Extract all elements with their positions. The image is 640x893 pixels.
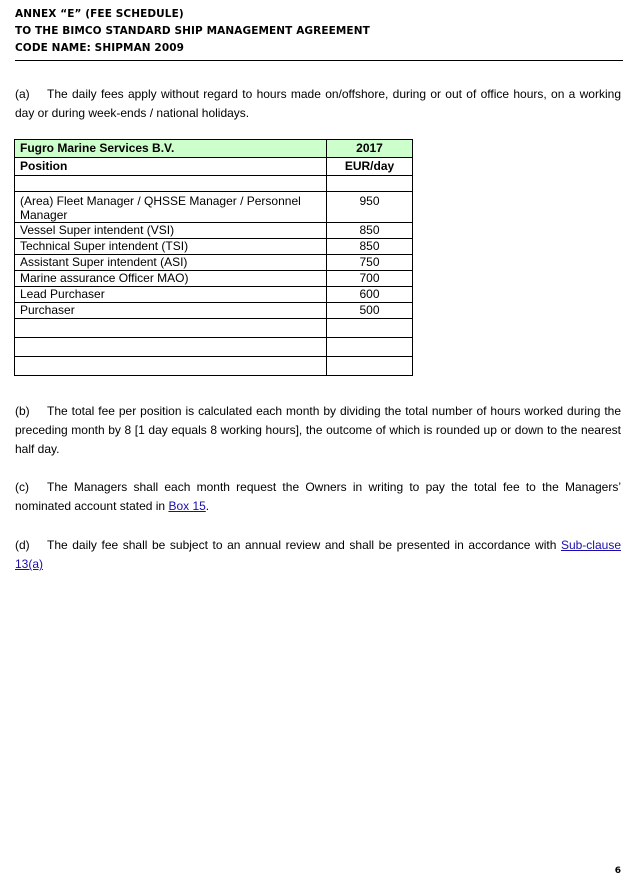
paragraph-c-end: . xyxy=(205,499,210,513)
header-line-3: CODE NAME: SHIPMAN 2009 xyxy=(15,42,185,54)
paragraph-d-text: The daily fee shall be subject to an annual review and shall be presented in accordance with xyxy=(47,538,561,552)
blank-row xyxy=(15,176,413,192)
paragraph-a xyxy=(15,85,621,123)
header-line-2: TO THE BIMCO STANDARD SHIP MANAGEMENT AGREEMENT xyxy=(15,25,370,37)
position-cell: Technical Super intendent (TSI) xyxy=(15,239,327,255)
sub-clause-13a-link[interactable]: Sub-clause 13(a) xyxy=(15,538,621,571)
table-row xyxy=(15,192,413,223)
table-row xyxy=(15,271,413,287)
paragraph-c-label: (c) xyxy=(15,480,29,494)
paragraph-d xyxy=(15,536,621,574)
empty-row xyxy=(15,338,413,357)
table-row xyxy=(15,239,413,255)
empty-row xyxy=(15,319,413,338)
document-header xyxy=(15,6,623,61)
paragraph-c xyxy=(15,478,621,516)
fee-cell: 700 xyxy=(327,271,413,287)
fee-cell: 850 xyxy=(327,223,413,239)
table-row xyxy=(15,287,413,303)
page-number: 6 xyxy=(614,866,621,876)
fee-cell: 500 xyxy=(327,303,413,319)
empty-row xyxy=(15,357,413,376)
unit-column-header: EUR/day xyxy=(327,158,413,176)
fee-cell: 950 xyxy=(327,192,413,223)
fee-cell: 750 xyxy=(327,255,413,271)
position-cell: Assistant Super intendent (ASI) xyxy=(15,255,327,271)
paragraph-a-label: (a) xyxy=(15,87,30,101)
paragraph-c-text: The Managers shall each month request the Owners in writing to pay the total fee to the Managers’ nominated account stated in xyxy=(15,480,621,513)
fee-table xyxy=(14,139,413,376)
position-cell: Purchaser xyxy=(15,303,327,319)
position-cell: Marine assurance Officer MAO) xyxy=(15,271,327,287)
table-row xyxy=(15,255,413,271)
fee-table-column-row xyxy=(15,158,413,176)
fee-cell: 850 xyxy=(327,239,413,255)
table-row xyxy=(15,223,413,239)
year-cell: 2017 xyxy=(327,140,413,158)
fee-table-header-row xyxy=(15,140,413,158)
position-cell: Vessel Super intendent (VSI) xyxy=(15,223,327,239)
position-cell: Lead Purchaser xyxy=(15,287,327,303)
position-cell: (Area) Fleet Manager / QHSSE Manager / Personnel Manager xyxy=(15,192,327,223)
paragraph-d-label: (d) xyxy=(15,538,30,552)
fee-cell: 600 xyxy=(327,287,413,303)
paragraph-b-text: The total fee per position is calculated each month by dividing the total number of hours worked during the preceding month by 8 [1 day equals 8 working hours], the outcome of which is rounded up or down to the nearest half day. xyxy=(15,404,621,456)
paragraph-b xyxy=(15,402,621,459)
header-line-1: ANNEX “E” (FEE SCHEDULE) xyxy=(15,8,184,20)
company-name-cell: Fugro Marine Services B.V. xyxy=(15,140,327,158)
paragraph-b-label: (b) xyxy=(15,404,30,418)
paragraph-a-text: The daily fees apply without regard to hours made on/offshore, during or out of office hours, on a working day or during week-ends / national holidays. xyxy=(15,87,621,120)
table-row xyxy=(15,303,413,319)
box-15-link[interactable]: Box 15 xyxy=(168,499,206,513)
position-column-header: Position xyxy=(15,158,327,176)
